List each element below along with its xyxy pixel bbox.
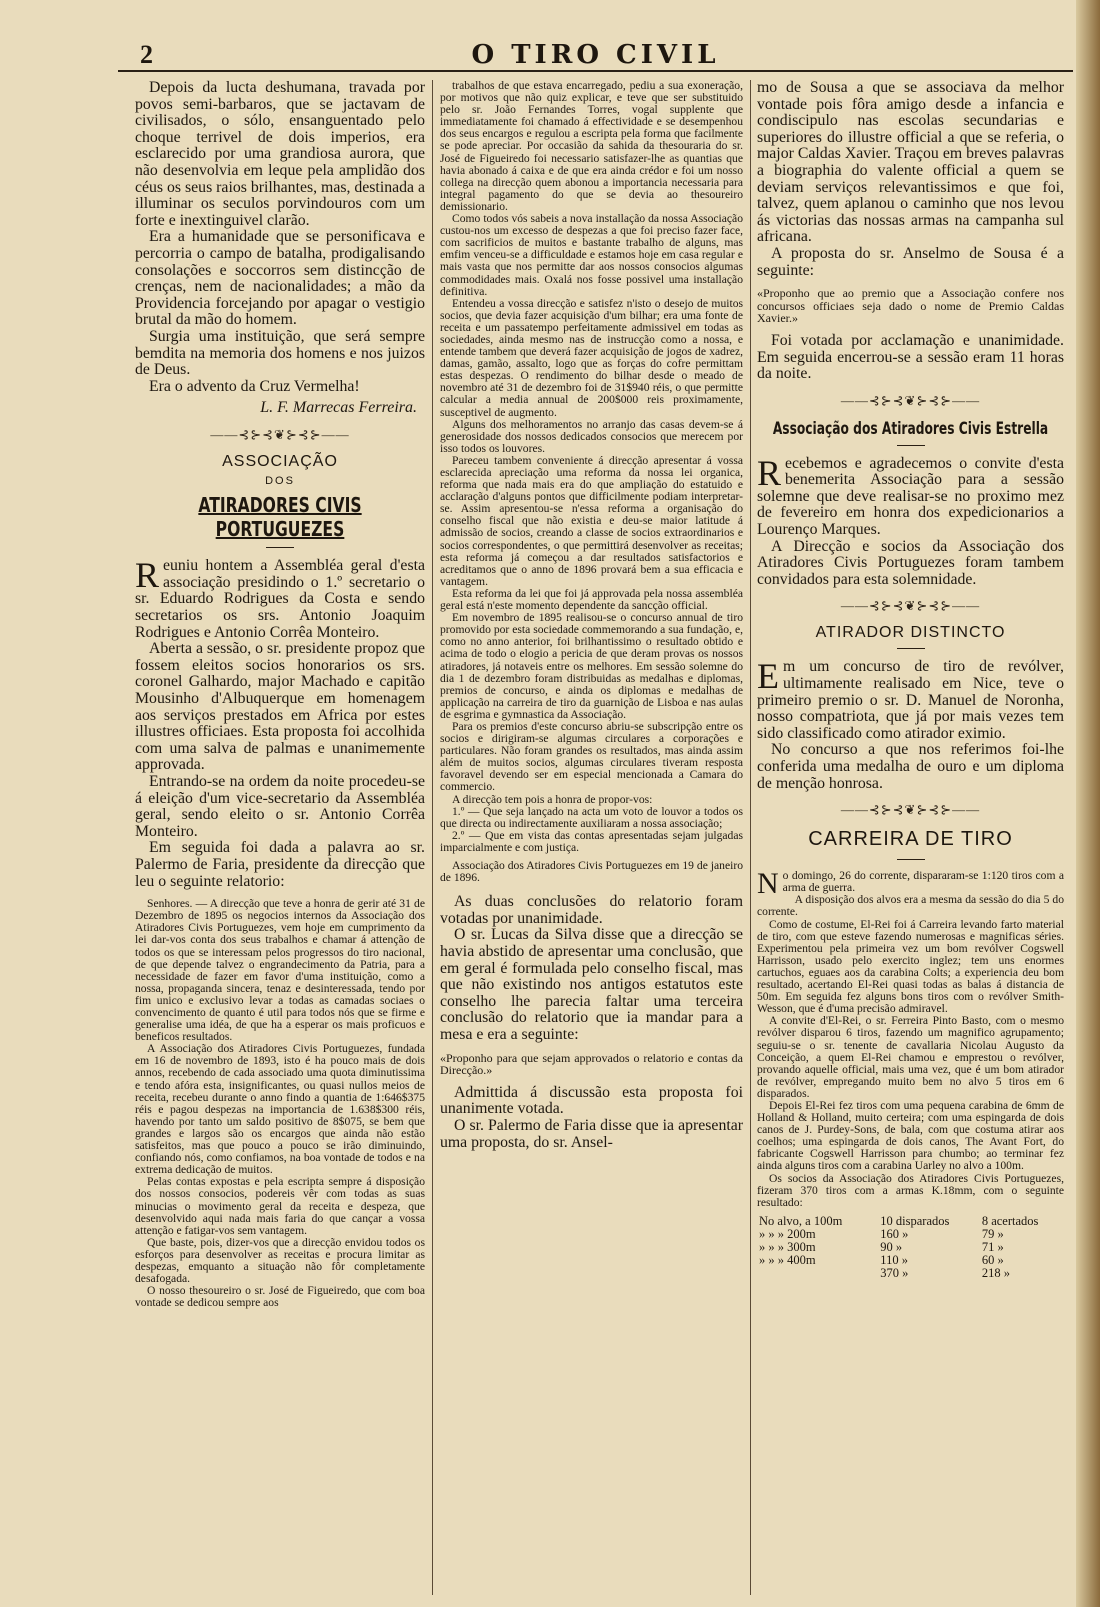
table-cell: 60 » — [981, 1252, 1004, 1267]
report-paragraph: A Associação dos Atiradores Civis Portuguezes, fundada em 16 de novembro de 1893, isto é ha pouco mais de dois annos, recebendo de cada associado uma quota diminutissima e tendo afóra esta, insignificantes, ou quasi nullos meios de receita, recebeu durante o anno findo a quantia de 1:646$375 réis e pagou despezas na importancia de 1.638$300 réis, havendo por tanto um saldo positivo de 8$075, se bem que grandes e largos são os encargos que ainda não estão satisfeitos, mas que pouco a pouco se irão diminuindo, confiando nós, como confiamos, na boa vontade de todos e na extrema dedicação de muitos. — [135, 1042, 425, 1177]
table-cell — [757, 1267, 878, 1280]
report-paragraph: A disposição dos alvos era a mesma da sessão do dia 5 do corrente. — [757, 893, 1064, 919]
table-cell: 71 » — [981, 1239, 1004, 1254]
report-paragraph: Entendeu a vossa direcção e satisfez n'isto o desejo de muitos socios, que devia fazer acquisição d'um bilhar; era uma fonte de receita e um passatempo perfeitamente admissivel em todas as sociedades, ainda mesmo nas de instrucção como a nossa, e entende tambem que deverá fazer acquisição de jogos de xadrez, damas, gamão, assalto, logo que as forças do cofre permittam estas despezas. O rendimento do bilhar desde o meado de novembro até 31 de dezembro foi de 31$940 réis, o que permitte calcular a media annual de 200$000 reis proximamente, susceptivel de augmento. — [440, 296, 743, 419]
table-row — [757, 1241, 1064, 1254]
ornament-divider: ——⊰⊱⊰❦⊱⊰⊱—— — [210, 427, 350, 443]
quoted-proposal: «Proponho para que sejam approvados o relatorio e contas da Direcção.» — [440, 1050, 743, 1078]
column-1 — [135, 80, 425, 1595]
paragraph: Em seguida foi dada a palavra ao sr. Palermo de Faria, presidente da direcção que leu o seguinte relatorio: — [135, 839, 425, 890]
paragraph: O sr. Palermo de Faria disse que ia apresentar uma proposta, do sr. Ansel- — [440, 1116, 743, 1151]
column-divider — [432, 80, 433, 1595]
paragraph: mo de Sousa a que se associava da melhor vontade pois fôra amigo desde a infancia e condiscipulo nas escolas secundarias e superiores do illustre official a que se referia, o major Caldas Xavier. Traçou em breves palavras a biographia do valente official a quem se deviam serviços relevantissimos e que foi, talvez, quem aplanou o caminho que nos levou ás victorias das nossas armas na campanha sul africana. — [757, 80, 1064, 246]
paragraph: Reuniu hontem a Assembléa geral d'esta associação presidindo o 1.º secretario o sr. Eduardo Rodrigues da Costa e sendo secretarios os srs. Antonio Joaquim Rodrigues e Antonio Corrêa Monteiro. — [135, 555, 425, 641]
page-header — [118, 38, 1073, 72]
paragraph: Admittida á discussão esta proposta foi unanimente votada. — [440, 1083, 743, 1118]
report-paragraph: Em novembro de 1895 realisou-se o concurso annual de tiro promovido por esta sociedade commemorando a sua fundação, e, como no anno anterior, foi brilhantissimo o resultado obtido e acima de todo o elogio a pericia de que deram provas os nossos atiradores, já notaveis entre os melhores. Em sessão solemne do dia 1 de dezembro foram distribuidas as medalhas e diplomas, premios de concurso, e ainda os diplomas e medalhas de applicação na carreira de tiro da guarnição de Lisboa e nas aulas de esgrima e gymnastica da Associação. — [440, 611, 743, 721]
ornament-divider: ——⊰⊱⊰❦⊱⊰⊱—— — [840, 392, 981, 408]
table-cell: 370 » — [880, 1265, 909, 1280]
header-rule — [118, 70, 1073, 72]
table-cell: No alvo, a 100m — [759, 1213, 843, 1228]
table-cell: 8 acertados — [981, 1213, 1039, 1228]
report-paragraph: No domingo, 26 do corrente, dispararam-se 1:120 tiros com a arma de guerra. — [757, 867, 1064, 901]
report-paragraph: Como todos vós sabeis a nova installação da nossa Associação custou-nos um excesso de despezas a que foi preciso fazer face, com sacrificios de muitos e bastante trabalho de alguns, mas emfim venceu-se a difficuldade e estamos hoje em casa regular e mais vasta que nos permitte dar aos nossos consocios algumas commodidades mais. Oxalá nos fosse possivel uma installação definitiva. — [440, 212, 743, 298]
table-row — [757, 1254, 1064, 1267]
dropcap: R — [757, 452, 782, 493]
ornament-divider: ——⊰⊱⊰❦⊱⊰⊱—— — [840, 598, 981, 614]
page-number: 2 — [140, 40, 153, 69]
report-paragraph: 2.º — Que em vista das contas apresentadas sejam julgadas imparcialmente e com justiça. — [440, 828, 743, 854]
table-cell: 110 » — [880, 1252, 908, 1267]
report-paragraph: Alguns dos melhoramentos no arranjo das casas devem-se á generosidade dos nossos dedicados consocios que merecem por isso todos os louvores. — [440, 417, 743, 455]
table-cell: » » » 400m — [759, 1252, 816, 1267]
table-total-row — [757, 1267, 1064, 1280]
report-paragraph: Senhores. — A direcção que teve a honra de gerir até 31 de Dezembro de 1895 os negocios internos da Associação dos Atiradores Civis Portuguezes, vem hoje em cumprimento da lei dar-vos conta dos seus trabalhos e chamar á attenção de todos os que se interessam pelos progressos do tiro nacional, de que depende talvez o engrandecimento da Patria, para a necessidade de fazer em favor d'uma instituição, como a nossa, propaganda sincera, tenaz e desinteressada, tendo por fim unico e exclusivo levar a todas as camadas sociaes o convencimento de quanto é util para todos nós que se firme e generalise uma idéa, de que ha a esperar os mais proficuos e beneficos resultados. — [135, 897, 425, 1044]
paragraph: Era a humanidade que se personificava e percorria o campo de batalha, prodigalisando consolações e soccorros sem distincção de crenças, nem de nacionalidades; a mão da Providencia forcejando por apagar o vestigio brutal da mão do homem. — [135, 228, 425, 329]
short-rule — [897, 648, 925, 649]
paragraph: Era o advento da Cruz Vermelha! — [149, 377, 360, 395]
paragraph: Entrando-se na ordem da noite procedeu-se á eleição d'um vice-secretario da Assembléa geral, sendo eleito o sr. Antonio Corrêa Monteiro. — [135, 773, 425, 840]
table-cell: 90 » — [880, 1239, 903, 1254]
shooting-results-table — [757, 1215, 1064, 1280]
table-cell: 218 » — [981, 1265, 1010, 1280]
section-heading: ASSOCIAÇÃO — [222, 453, 338, 471]
table-cell: 160 » — [880, 1226, 909, 1241]
table-cell: » » » 200m — [759, 1226, 816, 1241]
paragraph: Aberta a sessão, o sr. presidente propoz que fossem eleitos socios honorarios os srs. coronel Galhardo, major Machado e capitão Mousinho d'Albuquerque em homenagem aos serviços prestados em Africa por estes illustres officiaes. Esta proposta foi accolhida com uma salva de palmas e unanimemente approvada. — [135, 640, 425, 774]
paragraph: As duas conclusões do relatorio foram votadas por unanimidade. — [440, 893, 743, 927]
dropcap: E — [757, 656, 779, 697]
report-paragraph: Pareceu tambem conveniente á direcção apresentar á vossa esclarecida apreciação uma reforma da nossa lei organica, reforma que nada mais era do que ampliação do estatuido e acclaração d'alguns pontos que difficilmente podiam interpretar-se. Assim apresentou-se n'essa reforma a organisação do conselho fiscal que não existia e deu-se maior latitude á admissão de socios, creando a classe de socios extraordinarios e socios correspondentes, o que permittirá desenvolver as receitas; esta reforma já começou a dar resultados satisfactorios e acreditamos que o anno de 1896 provará bem a sua efficacia e vantagem. — [440, 453, 743, 588]
short-rule — [897, 859, 925, 860]
report-paragraph: O nosso thesoureiro o sr. José de Figueiredo, que com boa vontade se dedicou sempre aos — [135, 1284, 425, 1310]
report-paragraph: A direcção tem pois a honra de propor-vos: — [452, 792, 653, 806]
report-paragraph: Como de costume, El-Rei foi á Carreira levando farto material de tiro, com que esteve fazendo numerosas e magnificas séries. Experimentou pela primeira vez um bom revólver Cogswell Harrisson, usado pelo exercito inglez; tem uns enormes cartuchos, eguaes aos da carabina Colts; a experiencia deu bom resultado, acertando El-Rei quasi todas as balas á distancia de 50m. Em seguida fez alguns bons tiros com o revólver Smith-Wesson, que é d'uma precisão admiravel. — [757, 917, 1064, 1016]
quoted-proposal: «Proponho que ao premio que a Associação confere nos concursos officiaes seja dado o nome de Premio Caldas Xavier.» — [757, 286, 1064, 326]
column-3 — [757, 80, 1064, 1595]
section-title: ATIRADOR DISTINCTO — [815, 624, 1006, 642]
paragraph: A proposta do sr. Anselmo de Sousa é a seguinte: — [757, 244, 1064, 279]
report-paragraph: Que baste, pois, dizer-vos que a direcção envidou todos os esforços para desenvolver as receitas e procura limitar as despezas, emquanto a situação não fôr completamente desafogada. — [135, 1235, 425, 1286]
table-cell: » » » 300m — [759, 1239, 816, 1254]
report-paragraph: Depois El-Rei fez tiros com uma pequena carabina de 6mm de Holland & Holland, muito certeira; com uma espingarda de dois canos de J. Purdey-Sons, de bala, com que costuma atirar aos coelhos; uma espingarda de dois canos, The Avant Fort, do fabricante Cogswell Harrisson para chumbo; ao terminar fez ainda alguns tiros com a carabina Uarley no alvo a 100m. — [757, 1098, 1064, 1173]
report-paragraph: trabalhos de que estava encarregado, pediu a sua exoneração, por motivos que não quiz explicar, e teve que ser substituido pelo sr. João Fernandes Torres, vogal supplente que immediatamente foi chamado á effectividade e se desempenhou dos seus encargos e regulou a escripta pela forma que facilmente se pode apreciar. Por occasião da sahida da thesouraria do sr. José de Figueiredo foi necessario satisfazer-lhe as quantias que havia abonado á caixa e de que era ainda crédor e foi um nosso collega na direcção quem abonou a importancia necessaria para integral pagamento do que se devia ao thesoureiro demissionario. — [440, 80, 743, 213]
report-dateline: Associação dos Atiradores Civis Portuguezes em 19 de janeiro de 1896. — [440, 859, 743, 885]
short-rule — [266, 547, 294, 548]
short-rule — [897, 445, 925, 446]
report-paragraph: Pelas contas expostas e pela escripta sempre á disposição dos nossos consocios, podereis vêr com todas as suas minucias o movimento geral da receita e despeza, que desenvolvido aqui nada mais faria do que cançar a vossa attenção e fatigar-vos sem vantagem. — [135, 1175, 425, 1237]
paragraph: No concurso a que nos referimos foi-lhe conferida uma medalha de ouro e um diploma de menção honrosa. — [757, 741, 1064, 792]
section-title: ATIRADORES CIVIS PORTUGUEZES — [198, 493, 362, 542]
table-cell: 79 » — [981, 1226, 1004, 1241]
paragraph: A Direcção e socios da Associação dos Atiradores Civis Portuguezes foram tambem convidados para esta solemnidade. — [757, 537, 1064, 588]
paragraph: Foi votada por acclamação e unanimidade. Em seguida encerrou-se a sessão eram 11 horas da noite. — [757, 331, 1064, 383]
paragraph: Depois da lucta deshumana, travada por povos semi-barbaros, que se jactavam de civilisados, o sólo, ensanguentado pelo choque terrivel de dois imperios, era esclarecido por uma grandiosa aurora, que não desenvolvia em leque pela amplidão dos céus os seus raios brilhantes, mas, destinada a illuminar os seculos porvindouros com um forte e inextinguivel clarão. — [135, 80, 425, 229]
report-paragraph: Esta reforma da lei que foi já approvada pela nossa assembléa geral está n'este momento dependente da sancção official. — [440, 586, 743, 613]
ornament-divider: ——⊰⊱⊰❦⊱⊰⊱—— — [840, 802, 981, 818]
report-paragraph: A convite d'El-Rei, o sr. Ferreira Pinto Basto, com o mesmo revólver disparou 6 tiros, fazendo um magnifico agrupamento; seguiu-se o sr. tenente de cavallaria Nicolau Augusto da Conceição, a quem El-Rei chamou e emprestou o revólver, provando aquelle official, mais uma vez, que é um bom atirador de revólver, empregando muito bem no alvo 5 tiros em 6 disparados. — [757, 1014, 1064, 1100]
page-edge — [1076, 0, 1100, 1607]
section-subheading: DOS — [265, 475, 295, 488]
table-cell: 10 disparados — [880, 1213, 950, 1228]
paragraph: Recebemos e agradecemos o convite d'esta benemerita Associação para a sessão solemne que deve realisar-se no proximo mez de fevereiro em honra dos expedicionarios a Lourenço Marques. — [757, 452, 1064, 539]
column-2 — [440, 80, 743, 1595]
report-paragraph: Os socios da Associação dos Atiradores Civis Portuguezes, fizeram 370 tiros com a armas K.18mm, com o seguinte resultado: — [757, 1171, 1064, 1209]
paragraph: Em um concurso de tiro de revólver, ultimamente realisado em Nice, teve o primeiro premio o sr. D. Manuel de Noronha, nosso compatriota, que já por mais vezes tem sido classificado como atirador eximio. — [757, 656, 1064, 742]
report-paragraph: Para os premios d'este concurso abriu-se subscripção entre os socios e dirigiram-se algumas circulares a corporações e particulares. Não foram grandes os resultados, mas ainda assim além de muitos socios, algumas circulares tiveram resposta favoravel devendo ser em especial mencionada a Camara do commercio. — [440, 719, 743, 794]
table-row — [757, 1215, 1064, 1228]
paragraph: Surgia uma instituição, que será sempre bemdita na memoria dos homens e nos juizos de Deus. — [135, 327, 425, 379]
dropcap: N — [757, 867, 779, 901]
column-divider — [750, 80, 751, 1595]
section-title: Associação dos Atiradores Civis Estrella — [772, 418, 1049, 439]
section-title: CARREIRA DE TIRO — [808, 828, 1013, 851]
report-paragraph: 1.º — Que seja lançado na acta um voto de louvor a todos os que directa ou indirectamente auxiliaram a nossa associação; — [440, 804, 743, 830]
dropcap: R — [135, 555, 160, 596]
signature: L. F. Marrecas Ferreira. — [260, 399, 417, 417]
table-row — [757, 1228, 1064, 1241]
paragraph: O sr. Lucas da Silva disse que a direcção se havia abstido de apresentar uma conclusão, que em geral é formulada pelo conselho fiscal, mas que não existindo nos antigos estatutos este conselho lhe parecia faltar uma terceira conclusão do relatorio que ia mandar para a mesa e era a seguinte: — [440, 926, 743, 1043]
newspaper-title: O TIRO CIVIL — [471, 40, 720, 70]
